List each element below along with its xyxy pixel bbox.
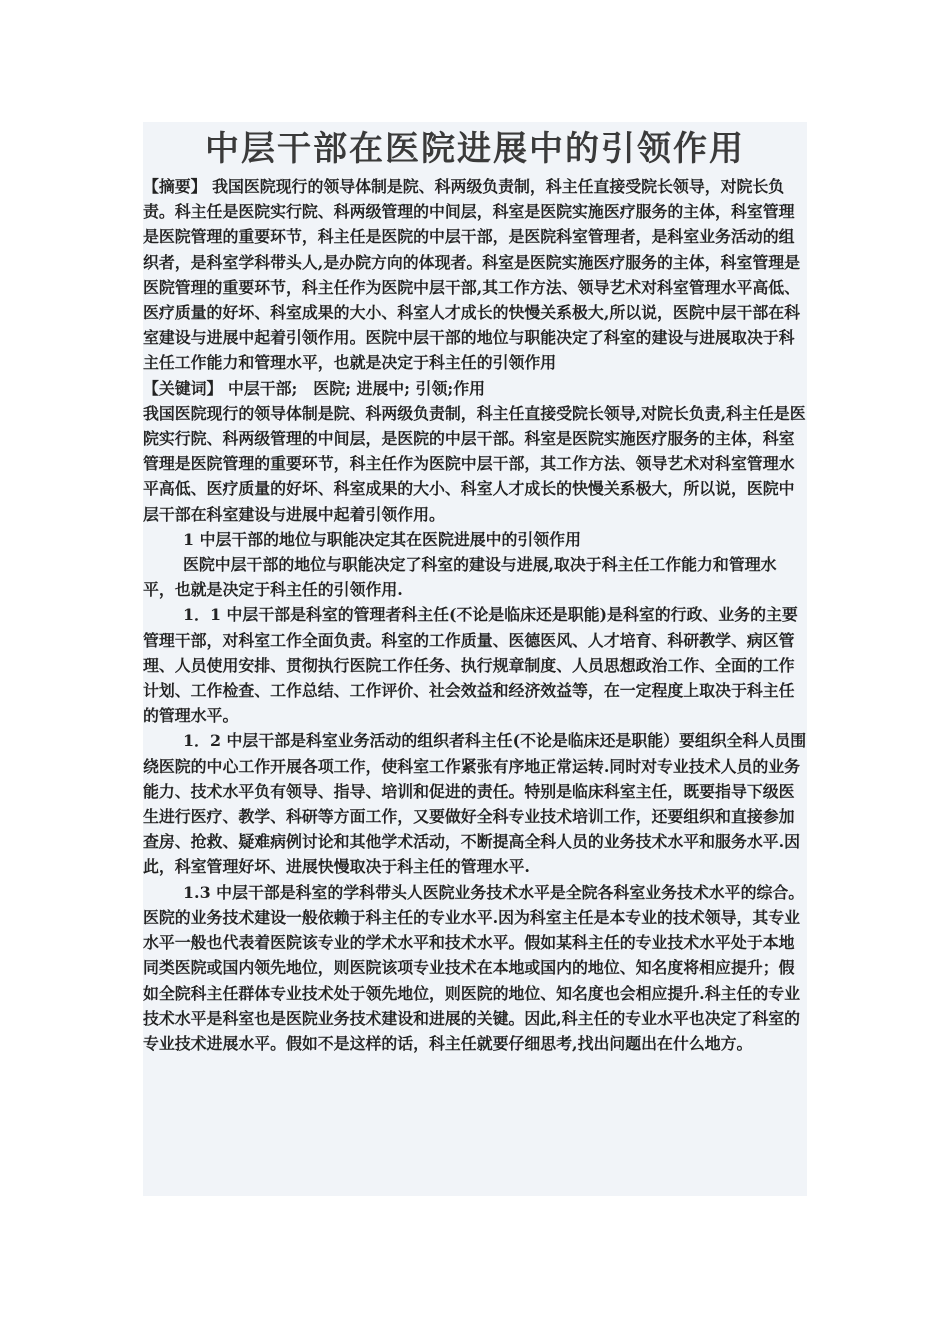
section-1-1-paragraph: 1．1 中层干部是科室的管理者科主任(不论是临床还是职能)是科室的行政、业务的主要管理干部，对科室工作全面负责。科室的工作质量、医德医风、人才培育、科研教学、病区管理、人员使用安排、贯彻执行医院工作任务、执行规章制度、人员思想政治工作、全面的工作计划、工作检查、工作总结、工作评价、社会效益和经济效益等，在一定程度上取决于科主任的管理水平。 — [143, 605, 798, 726]
document-title: 中层干部在医院进展中的引领作用 — [205, 129, 745, 169]
abstract-label: 【摘要】 — [143, 177, 207, 196]
section-1-heading: 1 中层干部的地位与职能决定其在医院进展中的引领作用 — [183, 529, 581, 549]
abstract-text: 我国医院现行的领导体制是院、科两级负责制，科主任直接受院长领导，对院长负责。科主任是医院实行院、科两级管理的中间层，科室是医院实施医疗服务的主体，科室管理是医院管理的重要环节，科主任是医院的中层干部，是医院科室管理者，是科室业务活动的组织者，是科室学科带头人,是办院方向的体现者。科室是医院实施医疗服务的主体，科室管理是医院管理的重要环节，科主任作为医院中层干部,其工作方法、领导艺术对科室管理水平高低、医疗质量的好坏、科室成果的大小、科室人才成长的快慢关系极大,所以说，医院中层干部在科室建设与进展中起着引领作用。医院中层干部的地位与职能决定了科室的建设与进展取决于科主任工作能力和管理水平，也就是决定于科主任的引领作用 — [143, 177, 801, 373]
section-1-paragraph: 医院中层干部的地位与职能决定了科室的建设与进展,取决于科主任工作能力和管理水平，也就是决定于科主任的引领作用. — [143, 555, 777, 600]
document-page — [143, 122, 807, 1196]
section-1-3-paragraph: 1.3 中层干部是科室的学科带头人医院业务技术水平是全院各科室业务技术水平的综合。医院的业务技术建设一般依赖于科主任的专业水平.因为科室主任是本专业的技术领导，其专业水平一般也代表着医院该专业的学术水平和技术水平。假如某科主任的专业技术水平处于本地同类医院或国内领先地位，则医院该项专业技术在本地或国内的地位、知名度将相应提升；假如全院科主任群体专业技术处于领先地位，则医院的地位、知名度也会相应提升.科主任的专业技术水平是科室也是医院业务技术建设和进展的关键。因此,科主任的专业水平也决定了科室的专业技术进展水平。假如不是这样的话，科主任就要仔细思考,找出问题出在什么地方。 — [143, 882, 805, 1053]
keywords-text: 中层干部; 医院; 进展中; 引领;作用 — [222, 378, 485, 398]
abstract-paragraph — [143, 174, 807, 376]
section-1-2-paragraph: 1．2 中层干部是科室业务活动的组织者科主任(不论是临床还是职能）要组织全科人员围绕医院的中心工作开展各项工作，使科室工作紧张有序地正常运转.同时对专业技术人员的业务能力、技术水平负有领导、指导、培训和促进的责任。特别是临床科室主任，既要指导下级医生进行医疗、教学、科研等方面工作，又要做好全科专业技术培训工作，还要组织和直接参加查房、抢救、疑难病例讨论和其他学术活动，不断提高全科人员的业务技术水平和服务水平.因此，科室管理好坏、进展快慢取决于科主任的管理水平. — [143, 731, 807, 877]
intro-paragraph: 我国医院现行的领导体制是院、科两级负责制，科主任直接受院长领导,对院长负责,科主任是医院实行院、科两级管理的中间层，是医院的中层干部。科室是医院实施医疗服务的主体，科室管理是医院管理的重要环节，科主任作为医院中层干部，其工作方法、领导艺术对科室管理水平高低、医疗质量的好坏、科室成果的大小、科室人才成长的快慢关系极大，所以说，医院中层干部在科室建设与进展中起着引领作用。 — [143, 403, 806, 524]
keywords-paragraph — [143, 376, 807, 401]
keywords-label: 【关键词】 — [143, 378, 223, 398]
